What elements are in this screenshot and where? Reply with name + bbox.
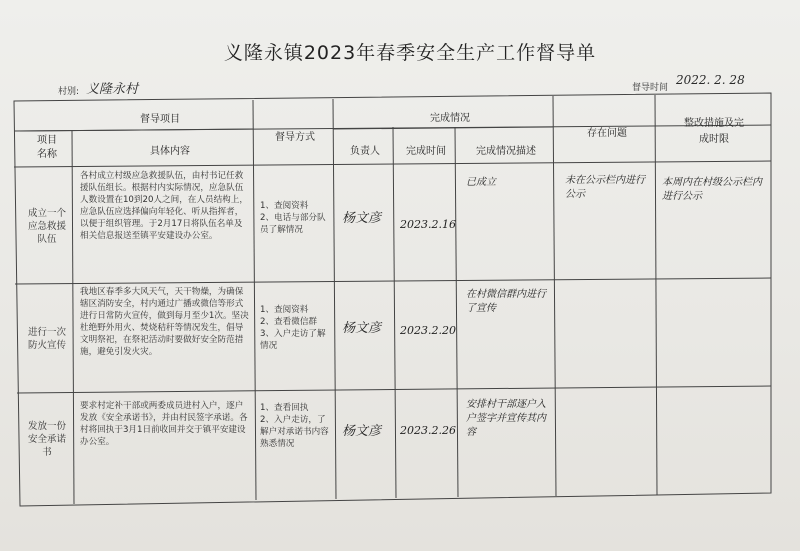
row-complete-time: 2023.2.20	[400, 324, 456, 337]
row-content: 各村成立村级应急救援队伍，由村书记任救援队伍组长。根据村内实际情况，应急队伍人数设置在10到20人之间，在人员结构上，应急队伍应选择偏向年轻化、听从指挥者，以便于组织管理。于2月17日将队伍名单及相关信息报送至镇平安建设办公室。	[80, 171, 248, 241]
row-rectify: 本周内在村级公示栏内进行公示	[662, 177, 762, 202]
row-description: 在村微信群内进行了宣传	[466, 289, 546, 314]
header-content: 具体内容	[150, 146, 190, 157]
row-description: 已成立	[466, 177, 496, 188]
row-name: 发放一份 安全承诺 书	[27, 421, 66, 458]
row-method: 1、查阅资料 2、查看微信群 3、入户走访了解情况	[260, 305, 326, 351]
header-items-group: 督导项目	[140, 114, 180, 125]
header-responsible: 负责人	[350, 146, 380, 157]
header-method: 督导方式	[275, 132, 315, 143]
time-label: 督导时间	[632, 83, 669, 93]
header-issues: 存在问题	[587, 128, 627, 139]
document-title: 义隆永镇2023年春季安全生产工作督导单	[223, 42, 597, 64]
row-name: 进行一次 防火宣传	[27, 327, 66, 351]
header-status-group: 完成情况	[430, 113, 470, 124]
row-responsible: 杨文彦	[342, 424, 382, 439]
time-value: 2022. 2. 28	[676, 73, 745, 87]
row-name: 成立一个 应急救援 队伍	[27, 208, 66, 245]
header-description: 完成情况描述	[476, 146, 536, 157]
row-content: 要求村定补干部或两委成员进村入户，逐户发放《安全承诺书》，并由村民签字承诺。各村将回执于3月1日前收回并交于镇平安建设办公室。	[80, 401, 248, 447]
header-rectify: 整改措施及完 成时限	[684, 118, 744, 145]
row-content: 我地区春季多大风天气，天干物燥，为确保辖区消防安全，村内通过广播或微信等形式进行日常防火宣传，做到每月至少1次。坚决杜绝野外用火、焚烧秸秆等情况发生，倡导文明祭祀，在祭祀活动时要做好安全防范措施，避免引发火灾。	[80, 287, 249, 357]
row-issues: 未在公示栏内进行公示	[565, 175, 645, 200]
header-item-name: 项目 名称	[37, 135, 57, 160]
row-responsible: 杨文彦	[342, 211, 382, 226]
village-value: 义隆永村	[86, 82, 139, 97]
row-complete-time: 2023.2.16	[400, 218, 456, 231]
row-responsible: 杨文彦	[342, 321, 382, 336]
village-label: 村别:	[58, 87, 80, 97]
row-method: 1、查阅资料 2、电话与部分队员了解情况	[260, 201, 326, 235]
row-method: 1、查看回执 2、入户走访，了解户对承诺书内容熟悉情况	[260, 403, 329, 449]
header-complete-time: 完成时间	[406, 146, 446, 157]
row-complete-time: 2023.2.26	[400, 424, 456, 437]
row-description: 安排村干部逐户入户签字并宣传其内容	[466, 399, 546, 438]
